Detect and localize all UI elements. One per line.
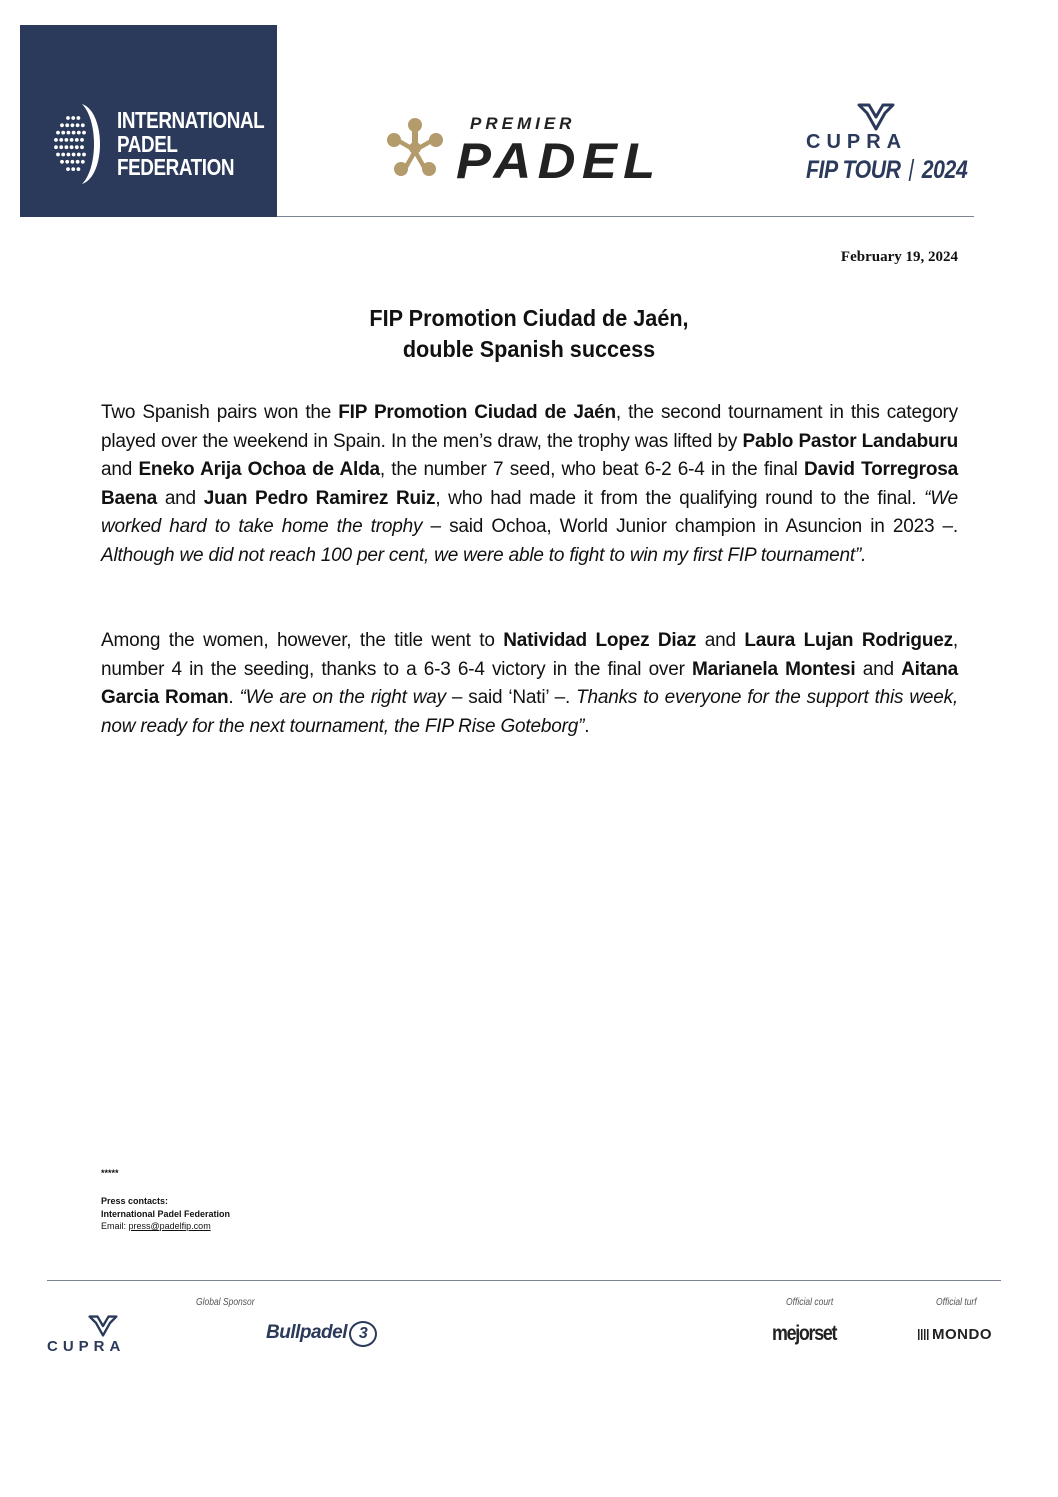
fip-tour-divider [908, 159, 914, 181]
cupra-footer-emblem-icon [88, 1315, 118, 1337]
body-text: Among the women, however, the title went to [101, 630, 504, 651]
ball-dot [65, 138, 69, 142]
official-turf-caption: Official turf [936, 1297, 977, 1308]
fip-tour-year: 2024 [921, 156, 968, 184]
press-contacts-label: Press contacts: [101, 1196, 169, 1206]
ball-dot [71, 116, 75, 120]
press-release-title [126, 303, 933, 365]
body-text: , the number 7 seed, who beat 6-2 6-4 in the final [379, 459, 805, 481]
ball-dot [77, 167, 81, 171]
ball-dot [76, 123, 80, 127]
fip-tour-label: FIP TOUR [806, 156, 901, 184]
ball-dot [65, 160, 69, 164]
quote-text: “We worked hard to take home the trophy [101, 487, 958, 538]
bold-text: David Torregrosa Baena [101, 459, 958, 509]
ball-dot [65, 123, 69, 127]
bold-text: Laura Lujan Rodriguez [744, 630, 953, 651]
ball-dot [77, 116, 81, 120]
mondo-wordmark: MONDO [932, 1326, 992, 1343]
ball-dot [60, 123, 64, 127]
paragraph-men-draw [101, 399, 958, 571]
ball-dot [76, 160, 80, 164]
body-text: and [855, 658, 902, 680]
header-divider [277, 216, 974, 217]
mondo-logo [918, 1326, 992, 1344]
email-link[interactable]: press@padelfip.com [128, 1221, 211, 1231]
ball-dot [80, 138, 84, 142]
ball-dot [71, 167, 75, 171]
global-sponsor-caption: Global Sponsor [196, 1297, 255, 1308]
press-contacts-email-line [101, 1220, 230, 1233]
footer-divider [47, 1280, 1001, 1281]
ball-dot [72, 131, 76, 135]
ball-dot [67, 131, 71, 135]
ball-dot [66, 167, 70, 171]
ball-dot [67, 153, 71, 157]
quote-text: “We are on the right way [239, 687, 446, 709]
ball-dot [77, 131, 81, 135]
ball-dot [65, 145, 69, 149]
press-contacts-org: International Padel Federation [101, 1208, 231, 1219]
body-text: Two Spanish pairs won the [101, 402, 339, 423]
ball-dot [70, 145, 74, 149]
ball-dot [61, 153, 65, 157]
ball-dot [61, 131, 65, 135]
ball-dot [56, 131, 60, 135]
body-text: – said Ochoa, World Junior champion in Asuncion in 2023 –. [422, 516, 958, 538]
press-contacts [101, 1195, 230, 1233]
separator-stars: ***** [101, 1168, 119, 1178]
mejorset-logo: mejorset [772, 1322, 837, 1345]
ball-dot [75, 145, 79, 149]
ball-dot [82, 131, 86, 135]
email-label: Email: [101, 1221, 129, 1231]
fip-tour-wordmark [806, 155, 967, 185]
ball-dot [60, 160, 64, 164]
bold-text: Natividad Lopez Diaz [503, 630, 697, 651]
quote-text: Thanks to everyone for the support this week, now ready for the next tournament, the FIP Rise Goteborg” [101, 687, 958, 737]
official-court-caption: Official court [786, 1297, 834, 1308]
body-text: . [584, 715, 590, 737]
premier-label: PREMIER [470, 114, 576, 133]
press-release-date: February 19, 2024 [840, 249, 958, 265]
mondo-bars-icon [918, 1329, 930, 1340]
quote-text: Although we did not reach 100 per cent, we were able to fight to win my first FIP tournament”. [101, 544, 867, 566]
fip-logo-wordmark [117, 109, 264, 180]
fip-name-line3: FEDERATION [117, 154, 235, 180]
title-line2: double Spanish success [402, 336, 656, 362]
premier-padel-flower-icon [384, 116, 446, 180]
body-text: . [228, 687, 240, 709]
bold-text: Marianela Montesi [692, 658, 856, 680]
ball-dot [59, 145, 63, 149]
bold-text: Juan Pedro Ramirez Ruiz [203, 487, 436, 509]
ball-dot [77, 153, 81, 157]
ball-dot [54, 145, 58, 149]
fip-name-line2: PADEL [117, 130, 178, 157]
fip-ball-logo-icon [48, 102, 106, 186]
bold-text: Eneko Arija Ochoa de Alda [138, 459, 380, 481]
body-text: – said ‘Nati’ –. [445, 687, 577, 709]
bullpadel-logo [266, 1320, 377, 1347]
ball-dot [54, 138, 58, 142]
cupra-emblem-icon [857, 103, 895, 131]
body-text: and [696, 630, 745, 651]
ball-dot [80, 145, 84, 149]
bold-text: FIP Promotion Ciudad de Jaén [338, 402, 616, 423]
paragraph-women-draw [101, 627, 958, 741]
ball-dot [81, 123, 85, 127]
bullpadel-mark-icon: 3 [349, 1321, 377, 1347]
ball-dot [71, 123, 75, 127]
padel-wordmark: PADEL [456, 133, 662, 189]
ball-dot [72, 153, 76, 157]
cupra-footer-wordmark: CUPRA [47, 1338, 126, 1355]
ball-dot [81, 160, 85, 164]
ball-dot [71, 160, 75, 164]
body-text: and [157, 487, 204, 509]
bold-text: Aitana Garcia Roman [101, 658, 959, 709]
bold-text: Pablo Pastor Landaburu [742, 430, 958, 452]
bullpadel-wordmark: Bullpadel [266, 1322, 348, 1343]
title-line1: FIP Promotion Ciudad de Jaén, [369, 305, 689, 331]
ball-dot [59, 138, 63, 142]
cupra-wordmark: CUPRA [806, 131, 908, 153]
ball-dot [70, 138, 74, 142]
fip-name-line1: INTERNATIONAL [117, 107, 265, 133]
ball-dot [82, 153, 86, 157]
body-text: , number 4 in the seeding, thanks to a 6-3 6-4 victory in the final over [101, 630, 959, 680]
body-text: and [101, 459, 139, 481]
body-text: , who had made it from the qualifying round to the final. [435, 487, 925, 509]
ball-dot [56, 153, 60, 157]
ball-dot [75, 138, 79, 142]
body-text: , the second tournament in this category played over the weekend in Spain. In the men’s draw, the trophy was lifted by [101, 402, 958, 452]
ball-dot [66, 116, 70, 120]
